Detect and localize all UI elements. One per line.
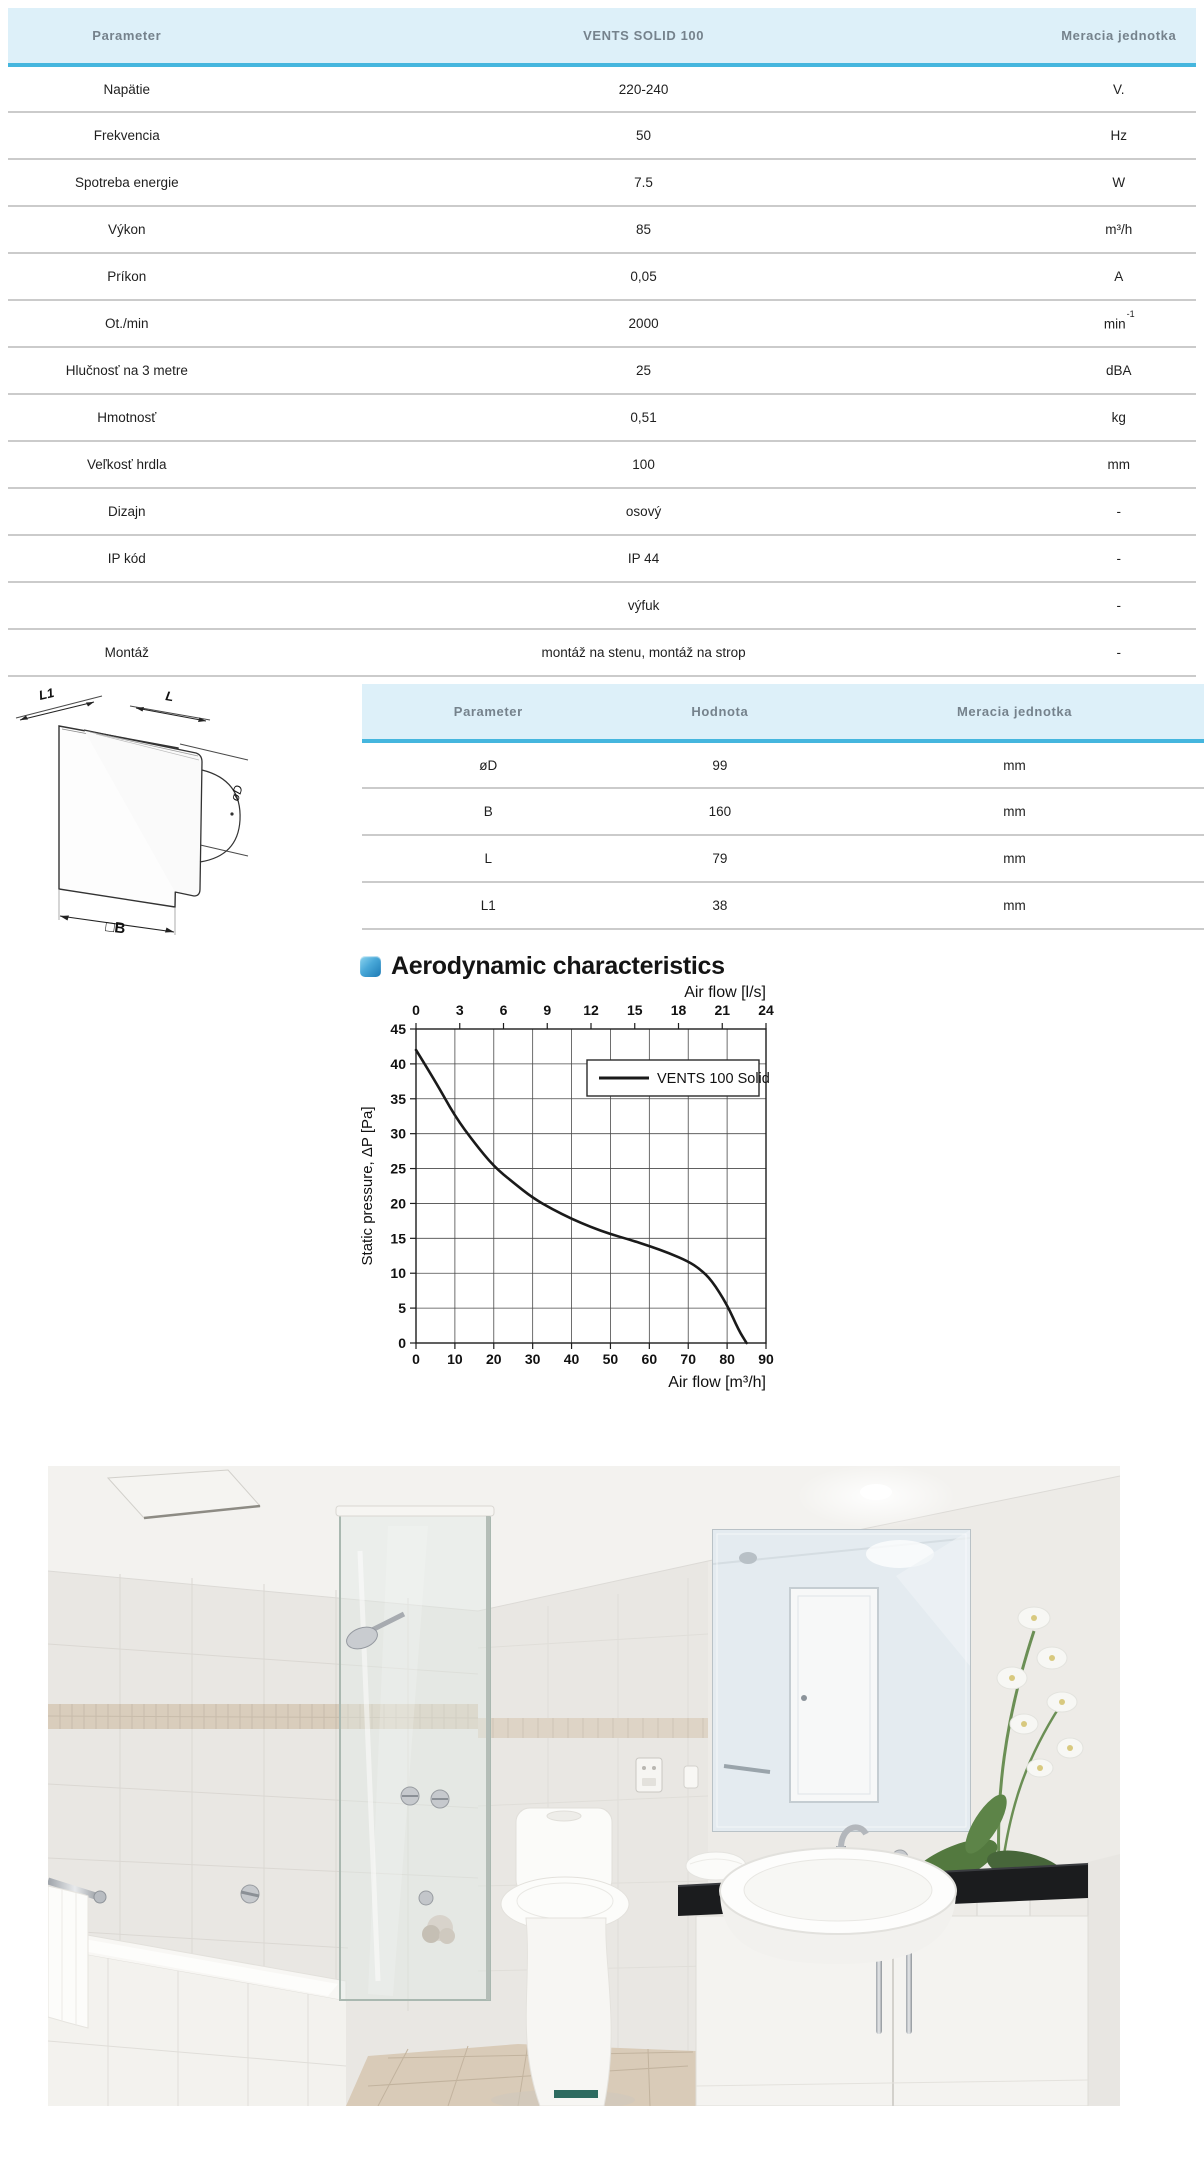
column-header: Parameter: [362, 684, 615, 741]
column-header: Parameter: [8, 8, 246, 65]
unit-cell: mm: [825, 835, 1204, 882]
param-cell: Hmotnosť: [8, 394, 246, 441]
param-cell: Výkon: [8, 206, 246, 253]
unit-cell: -: [1042, 535, 1196, 582]
param-cell: Dizajn: [8, 488, 246, 535]
value-cell: 79: [615, 835, 826, 882]
unit-cell: mm: [1042, 441, 1196, 488]
fan-drawing-svg: [10, 684, 250, 936]
unit-cell: V.: [1042, 65, 1196, 112]
x-bottom-tick-label: 40: [563, 1351, 580, 1367]
x-top-axis-title: Air flow [l/s]: [684, 985, 766, 1001]
table-row: [8, 300, 1196, 347]
param-cell: Príkon: [8, 253, 246, 300]
x-top-tick-label: 9: [543, 1002, 552, 1018]
x-bottom-tick-label: 90: [758, 1351, 774, 1367]
value-cell: 160: [615, 788, 826, 835]
param-cell: Hlučnosť na 3 metre: [8, 347, 246, 394]
dim-label-b: □B: [104, 918, 127, 936]
param-cell: Spotreba energie: [8, 159, 246, 206]
param-cell: øD: [362, 741, 615, 788]
x-bottom-tick-label: 70: [680, 1351, 697, 1367]
aerodynamic-section-heading: [360, 952, 1204, 981]
table-row: [8, 253, 1196, 300]
param-cell: IP kód: [8, 535, 246, 582]
x-top-tick-label: 18: [670, 1002, 687, 1018]
unit-cell: -: [1042, 488, 1196, 535]
column-header: Meracia jednotka: [825, 684, 1204, 741]
x-top-tick-label: 3: [455, 1002, 464, 1018]
aerodynamic-chart: [358, 985, 1204, 1410]
value-cell: 25: [246, 347, 1042, 394]
x-bottom-tick-label: 60: [641, 1351, 658, 1367]
table-row: [8, 441, 1196, 488]
param-cell: Napätie: [8, 65, 246, 112]
table-header-row: [8, 8, 1196, 65]
value-cell: 38: [615, 882, 826, 929]
value-cell: 85: [246, 206, 1042, 253]
table-row: [8, 629, 1196, 676]
y-tick-label: 15: [390, 1230, 406, 1247]
legend-label: VENTS 100 Solid: [657, 1071, 770, 1087]
section-title: Aerodynamic characteristics: [391, 952, 725, 980]
value-cell: osový: [246, 488, 1042, 535]
value-cell: 99: [615, 741, 826, 788]
x-top-tick-label: 21: [714, 1002, 731, 1018]
column-header: VENTS SOLID 100: [246, 8, 1042, 65]
y-tick-label: 40: [390, 1055, 406, 1072]
y-tick-label: 20: [390, 1195, 406, 1212]
param-cell: Montáž: [8, 629, 246, 676]
x-top-tick-label: 12: [583, 1002, 599, 1018]
table-row: [8, 159, 1196, 206]
table-row: [8, 65, 1196, 112]
column-header: Hodnota: [615, 684, 826, 741]
y-axis-title: Static pressure, ΔP [Pa]: [359, 1106, 376, 1266]
dim-label-l1: L1: [37, 684, 56, 703]
unit-cell: mm: [825, 788, 1204, 835]
table-row: [362, 835, 1204, 882]
x-bottom-tick-label: 50: [602, 1351, 619, 1367]
x-top-tick-label: 6: [499, 1002, 508, 1018]
dim-label-l: L: [164, 688, 175, 705]
unit-cell: Hz: [1042, 112, 1196, 159]
bathroom-photo: [48, 1466, 1120, 2106]
param-cell: L1: [362, 882, 615, 929]
param-cell: [8, 582, 246, 629]
table-row: [8, 535, 1196, 582]
value-cell: výfuk: [246, 582, 1042, 629]
y-tick-label: 5: [398, 1300, 406, 1317]
bathroom-photo-svg: [48, 1466, 1120, 2106]
y-tick-label: 10: [390, 1265, 406, 1282]
x-top-tick-label: 24: [758, 1002, 774, 1018]
table-row: [8, 206, 1196, 253]
fan-dimension-drawing: [10, 684, 250, 936]
x-bottom-tick-label: 80: [719, 1351, 735, 1367]
x-bottom-tick-label: 30: [524, 1351, 541, 1367]
param-cell: L: [362, 835, 615, 882]
value-cell: 0,05: [246, 253, 1042, 300]
unit-cell: -: [1042, 582, 1196, 629]
unit-cell: kg: [1042, 394, 1196, 441]
table-row: [362, 741, 1204, 788]
table-row: [362, 788, 1204, 835]
x-bottom-axis-title: Air flow [m³/h]: [668, 1374, 766, 1391]
table-row: [8, 112, 1196, 159]
y-tick-label: 30: [390, 1125, 406, 1142]
spec-table-header: [8, 8, 1196, 65]
table-row: [8, 488, 1196, 535]
value-cell: IP 44: [246, 535, 1042, 582]
value-cell: 50: [246, 112, 1042, 159]
x-top-tick-label: 0: [412, 1002, 420, 1018]
unit-cell: mm: [825, 741, 1204, 788]
product-spec-table: [8, 8, 1196, 677]
unit-cell: W: [1042, 159, 1196, 206]
dimension-table: [362, 684, 1204, 930]
x-bottom-tick-label: 0: [412, 1351, 420, 1367]
unit-cell: dBA: [1042, 347, 1196, 394]
param-cell: Veľkosť hrdla: [8, 441, 246, 488]
unit-cell: $\min^{-1}$: [1042, 300, 1196, 347]
y-tick-label: 0: [398, 1335, 406, 1351]
value-cell: 220-240: [246, 65, 1042, 112]
table-row: [8, 347, 1196, 394]
value-cell: 100: [246, 441, 1042, 488]
aero-chart-svg: [358, 985, 794, 1405]
unit-cell: -: [1042, 629, 1196, 676]
value-cell: 0,51: [246, 394, 1042, 441]
param-cell: Ot./min: [8, 300, 246, 347]
unit-cell: A: [1042, 253, 1196, 300]
dim-table-header: [362, 684, 1204, 741]
param-cell: B: [362, 788, 615, 835]
column-header: Meracia jednotka: [1042, 8, 1196, 65]
x-top-tick-label: 15: [626, 1002, 643, 1018]
value-cell: montáž na stenu, montáž na strop: [246, 629, 1042, 676]
table-header-row: [362, 684, 1204, 741]
unit-cell: mm: [825, 882, 1204, 929]
param-cell: Frekvencia: [8, 112, 246, 159]
dimensions-section: [0, 684, 1204, 936]
value-cell: 2000: [246, 300, 1042, 347]
dim-label-d: øD: [227, 783, 246, 803]
table-row: [362, 882, 1204, 929]
blue-square-icon: [360, 956, 381, 977]
table-row: [8, 582, 1196, 629]
y-tick-label: 35: [390, 1090, 406, 1107]
unit-cell: m³/h: [1042, 206, 1196, 253]
y-tick-label: 25: [390, 1160, 406, 1177]
x-bottom-tick-label: 20: [485, 1351, 502, 1367]
table-row: [8, 394, 1196, 441]
value-cell: 7.5: [246, 159, 1042, 206]
x-bottom-tick-label: 10: [447, 1351, 463, 1367]
y-tick-label: 45: [390, 1021, 406, 1037]
